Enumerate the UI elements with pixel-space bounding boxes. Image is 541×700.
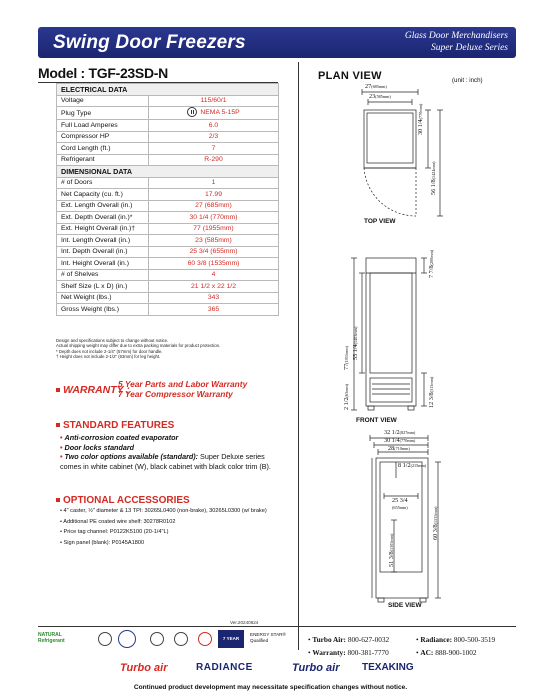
spec-key: Cord Length (ft.) [57,143,149,155]
model-number: Model : TGF-23SD-N [38,65,168,81]
header-banner [38,27,516,58]
etl-cert-icon [150,632,164,646]
spec-key: Int. Length Overall (in.) [57,235,149,247]
spec-value: 21 1/2 x 22 1/2 [149,281,279,293]
plan-drawings [300,80,530,625]
footer-divider [38,626,516,627]
bullet-icon [56,498,60,502]
warranty-label-text: WARRANTY : [63,384,130,396]
warranty-line-2: 7 Year Compressor Warranty [118,388,233,399]
spec-row [57,212,279,224]
spec-row [57,131,279,143]
spec-value: 25 3/4 (655mm) [149,246,279,258]
unit-label: (unit : inch) [452,77,483,84]
spec-value: 4 [149,269,279,281]
spec-row [57,292,279,304]
spec-key: Refrigerant [57,154,149,166]
spec-value: 30 1/4 (770mm) [149,212,279,224]
feature-text-bold: Two color options available (standard): [64,452,199,462]
dim-side-depth-2: 30 1/4(770mm) [384,437,416,444]
brand-logo-turbo-air-2: Turbo air [292,662,340,674]
accessories-list [60,508,285,547]
sgs-cert-icon [98,632,112,646]
accessory-item: • Sign panel (blank): P0145A1800 [60,539,145,546]
plan-view-title: PLAN VIEW [318,70,382,82]
dimensional-data-header [57,166,279,178]
accessory-text: Sign panel (blank): P0145A1800 [63,539,145,546]
dim-front-top: 7 7/8(200mm) [428,249,435,278]
spec-key: Shelf Size (L x D) (in.) [57,281,149,293]
dim-side-depth-3: 28(710mm) [388,445,410,452]
note: Design and specifications subject to change without notice. [56,338,169,343]
dim-side-top: 8 1/2(215mm) [398,462,427,469]
section-title: DIMENSIONAL DATA [57,166,279,178]
warranty-lines [118,380,247,399]
plug-icon [187,107,197,117]
feature-text: Anti-corrosion coated evaporator [64,433,179,442]
feature-item: • Door locks standard [60,442,135,452]
contact-warranty: • Warranty: 800-381-7770 [308,648,389,657]
spec-key: Plug Type [57,107,149,120]
spec-row [57,269,279,281]
accessory-item: • Additional PE coated wire shelf: 30278R0102 [60,518,176,525]
natural-refrigerant-logo: NATURAL Refrigerant [38,632,65,644]
spec-key: Ext. Length Overall (in.) [57,200,149,212]
contact-turbo: • Turbo Air: 800-627-0032 [308,635,390,644]
spec-key: Net Weight (lbs.) [57,292,149,304]
electrical-data-header [57,84,279,96]
optional-accessories-title [56,495,190,506]
spec-key: Full Load Amperes [57,120,149,132]
spec-row [57,95,279,107]
spec-value: 343 [149,292,279,304]
top-view-label: TOP VIEW [364,218,396,225]
bullet-icon [56,423,60,427]
feature-item: • Two color options available (standard): Super Deluxe series comes in white cabinet (W), black cabinet with black color trim (B). [60,452,271,471]
accessory-item: • Price tag channel: P0122K5100 (20-1/4"L) [60,529,169,536]
footer-disclaimer: Continued product development may necessitate specification changes without notice. [133,684,408,691]
accessory-item: • 4" caster, ½" diameter & 13 TPI: 30265L0400 (non-brake), 30265L0300 (w/ brake) [60,508,267,514]
spec-value: 115/60/1 [149,95,279,107]
spec-key: # of Shelves [57,269,149,281]
spec-row [57,304,279,316]
dim-side-height: 60 3/8(1535mm) [432,506,439,540]
spec-key: Ext. Depth Overall (in.)* [57,212,149,224]
brand-logo-texaking: TEXAKING [362,662,414,673]
spec-row [57,200,279,212]
warranty-year-badge: 7 YEAR [218,630,244,648]
column-divider [298,62,299,650]
spec-value: R-290 [149,154,279,166]
subtitle-line-2: Super Deluxe Series [430,43,508,53]
spec-value: 27 (685mm) [149,200,279,212]
dim-front-height: 77(1955mm) [343,346,350,370]
dim-top-depth-open: 56 1/8(1424mm) [430,161,437,195]
note: Actual shipping weight may differ due to extra packing materials for product protection. [56,343,221,349]
spec-table [56,83,279,316]
nsf-cert-icon [118,630,136,648]
spec-row [57,107,279,120]
dim-side-depth-1: 32 1/2(827mm) [384,429,416,436]
header-subtitle [405,30,508,54]
spec-key: Int. Depth Overall (in.) [57,246,149,258]
front-view-label: FRONT VIEW [356,417,397,424]
spec-key: Int. Height Overall (in.) [57,258,149,270]
spec-value: 1 [149,177,279,189]
version-label: Ver.20240624 [230,620,259,625]
spec-row [57,120,279,132]
warranty-badge-icon [198,632,212,646]
accessory-text: Price tag channel: P0122K5100 (20-1/4"L) [63,529,169,536]
spec-value: 77 (1955mm) [149,223,279,235]
spec-row [57,189,279,201]
brand-logos [0,660,541,680]
feature-text: Super Deluxe series comes in white cabinet (W), black cabinet with black color trim (B). [60,452,271,471]
spec-notes [56,338,286,360]
standard-features-list [60,433,285,471]
top-view-drawing [362,89,443,216]
brand-logo-radiance: RADIANCE [196,662,253,673]
section-title: ELECTRICAL DATA [57,84,279,96]
contact-radiance: • Radiance: 800-500-3519 [416,635,496,644]
spec-row [57,235,279,247]
spec-row [57,143,279,155]
spec-row [57,281,279,293]
page-title: Swing Door Freezers [53,32,246,53]
accessory-text: Additional PE coated wire shelf: 30278R0102 [63,518,176,525]
etl-sanitation-icon [174,632,188,646]
spec-row [57,177,279,189]
bullet-icon [56,388,60,392]
spec-value: 17.99 [149,189,279,201]
spec-row [57,223,279,235]
feature-text: Door locks standard [64,442,135,452]
spec-key: # of Doors [57,177,149,189]
optional-accessories-title-text: OPTIONAL ACCESSORIES [63,495,190,506]
spec-value: 6.0 [149,120,279,132]
plug-type-text: NEMA 5-15P [200,108,240,116]
feature-item: • Anti-corrosion coated evaporator [60,433,179,442]
standard-features-title [56,420,174,431]
spec-value: 23 (585mm) [149,235,279,247]
spec-row [57,258,279,270]
dim-front-inner-height: 55 1/4(1403mm) [352,326,359,360]
note: † Height does not include 2-1/2" (63mm) for leg height. [56,354,161,360]
spec-row [57,154,279,166]
spec-key: Voltage [57,95,149,107]
spec-key: Net Capacity (cu. ft.) [57,189,149,201]
note: * Depth does not include 2-1/4" (57mm) for door handle. [56,348,163,354]
dim-top-inner-width: 23(585mm) [369,93,391,100]
spec-key: Gross Weight (lbs.) [57,304,149,316]
dim-top-depth: 30 1/4(770mm) [417,103,424,135]
dim-side-interior: 25 3/4 (655mm) [392,497,408,510]
front-view-drawing [351,258,427,410]
side-view-drawing [370,435,441,602]
dim-front-leg: 2 1/2(63mm) [343,383,350,410]
spec-row [57,246,279,258]
subtitle-line-1: Glass Door Merchandisers [404,31,508,41]
standard-features-title-text: STANDARD FEATURES [63,420,175,431]
side-view-label: SIDE VIEW [388,602,422,609]
spec-key: Compressor HP [57,131,149,143]
warranty-line-1: 5 Year Parts and Labor Warranty [118,379,248,389]
accessory-text: 4" caster, ½" diameter & 13 TPI: 30265L0400 (non-brake), 30265L0300 (w/ brake) [63,508,267,514]
spec-value [149,107,279,120]
spec-value: 365 [149,304,279,316]
spec-value: 7 [149,143,279,155]
spec-key: Ext. Height Overall (in.)† [57,223,149,235]
spec-value: 2/3 [149,131,279,143]
dim-top-width: 27(685mm) [365,83,387,90]
spec-value: 60 3/8 (1535mm) [149,258,279,270]
dim-side-mid: 51 3/8(1305mm) [388,533,395,567]
energy-star-label: ENERGY STAR® Qualified [250,632,286,643]
contact-ac: • AC: 888-900-1002 [416,648,477,657]
dim-front-bottom: 12 3/8(313mm) [428,376,435,408]
brand-logo-turbo-air: Turbo air [120,662,168,674]
